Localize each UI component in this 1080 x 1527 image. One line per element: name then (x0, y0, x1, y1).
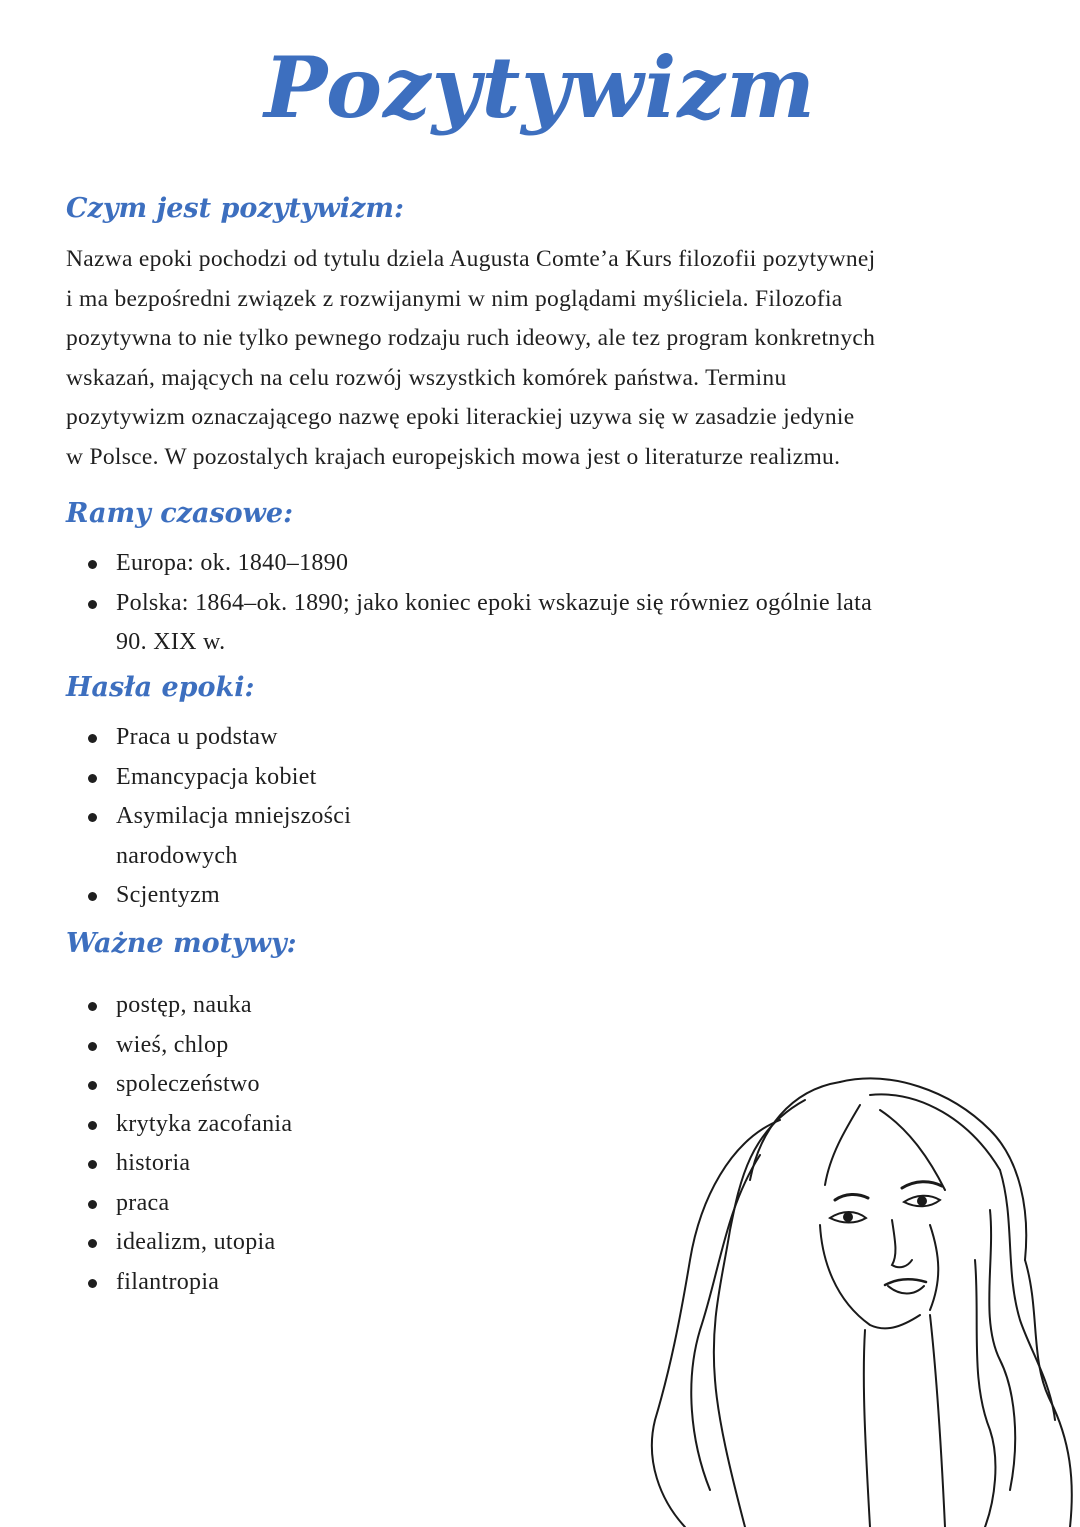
paragraph-line: w Polsce. W pozostalych krajach europejskich mowa jest o literaturze realizmu. (66, 443, 841, 470)
paragraph-line: pozytywna to nie tylko pewnego rodzaju ruch ideowy, ale tez program konkretnych (66, 325, 876, 352)
section-heading-slogans: Hasła epoki: (66, 672, 255, 703)
list-item: krytyka zacofania (0, 1105, 292, 1145)
section-heading-motifs: Ważne motywy: (66, 928, 297, 959)
timeframe-list (0, 544, 872, 663)
list-item: wieś, chlop (0, 1026, 292, 1066)
list-item: praca (0, 1184, 292, 1224)
section-heading-timeframe: Ramy czasowe: (66, 498, 294, 529)
page-title: Pozytywizm (264, 38, 816, 137)
list-item: Europa: ok. 1840–1890 (0, 544, 872, 584)
paragraph-line: i ma bezpośredni związek z rozwijanymi w nim poglądami myśliciela. Filozofia (66, 285, 843, 312)
list-item: Asymilacja mniejszości narodowych (0, 797, 351, 876)
paragraph-line: wskazań, mających na celu rozwój wszystkich komórek państwa. Terminu (66, 364, 787, 391)
list-item: filantropia (0, 1263, 292, 1303)
motifs-list (0, 986, 292, 1302)
list-item: historia (0, 1144, 292, 1184)
section-heading-definition: Czym jest pozytywizm: (66, 193, 404, 224)
list-item: postęp, nauka (0, 986, 292, 1026)
list-item: Scjentyzm (0, 876, 351, 916)
definition-paragraph (66, 240, 1070, 478)
list-item: Emancypacja kobiet (0, 758, 351, 798)
list-item: Praca u podstaw (0, 718, 351, 758)
list-item: idealizm, utopia (0, 1223, 292, 1263)
list-item: spoleczeństwo (0, 1065, 292, 1105)
paragraph-line: Nazwa epoki pochodzi od tytulu dziela Augusta Comte’a Kurs filozofii pozytywnej (66, 246, 876, 272)
woman-portrait-illustration (630, 1060, 1080, 1527)
paragraph-line: pozytywizm oznaczającego nazwę epoki literackiej uzywa się w zasadzie jedynie (66, 404, 855, 431)
slogans-list (0, 718, 351, 916)
list-item: Polska: 1864–ok. 1890; jako koniec epoki wskazuje się równiez ogólnie lata 90. XIX w. (0, 584, 872, 663)
